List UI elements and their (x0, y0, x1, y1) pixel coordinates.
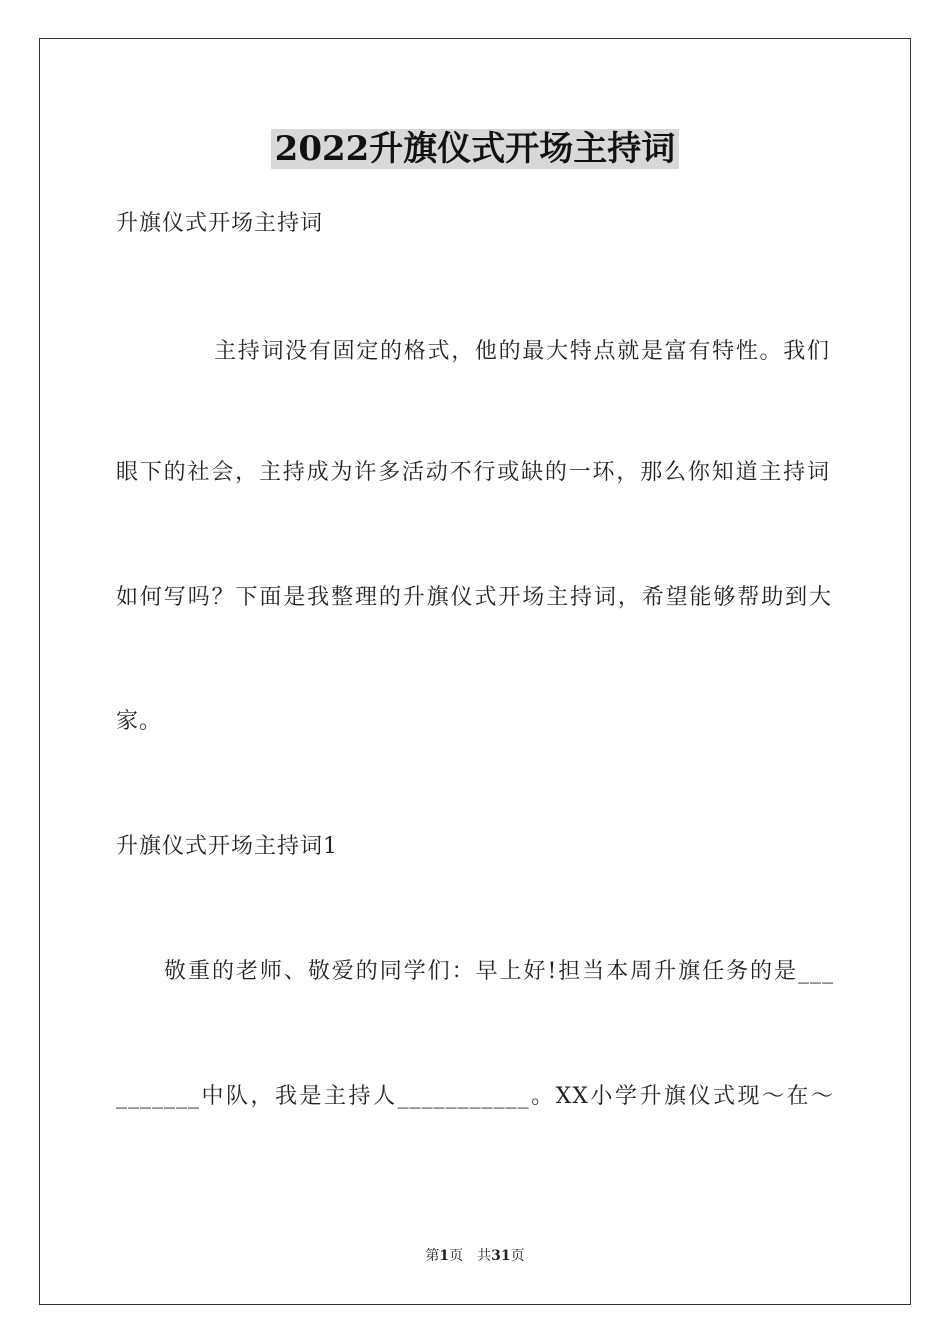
footer-total-pages: 31 (491, 1248, 511, 1264)
footer-page-suffix: 页 (449, 1248, 464, 1264)
paragraph-line: 眼下的社会，主持成为许多活动不行或缺的一环，那么你知道主持词 (116, 460, 830, 485)
paragraph-line: 主持词没有固定的格式，他的最大特点就是富有特性。我们 (214, 339, 830, 364)
document-title (0, 127, 950, 171)
paragraph-line: _______中队，我是主持人___________。XX小学升旗仪式现～在～ (116, 1084, 834, 1109)
footer-total-prefix: 共 (477, 1248, 492, 1264)
section-heading: 升旗仪式开场主持词1 (116, 834, 338, 859)
footer-page-number: 1 (439, 1248, 450, 1264)
footer-total-suffix: 页 (510, 1248, 525, 1264)
footer-page-prefix: 第 (425, 1248, 440, 1264)
document-title-text: 2022升旗仪式开场主持词 (271, 129, 680, 169)
page-footer (0, 1246, 950, 1266)
paragraph-line: 敬重的老师、敬爱的同学们：早上好!担当本周升旗任务的是___ (164, 959, 834, 984)
subtitle-line: 升旗仪式开场主持词 (116, 211, 324, 236)
paragraph-line: 家。 (116, 709, 163, 734)
paragraph-line: 如何写吗？下面是我整理的升旗仪式开场主持词，希望能够帮助到大 (116, 585, 832, 610)
